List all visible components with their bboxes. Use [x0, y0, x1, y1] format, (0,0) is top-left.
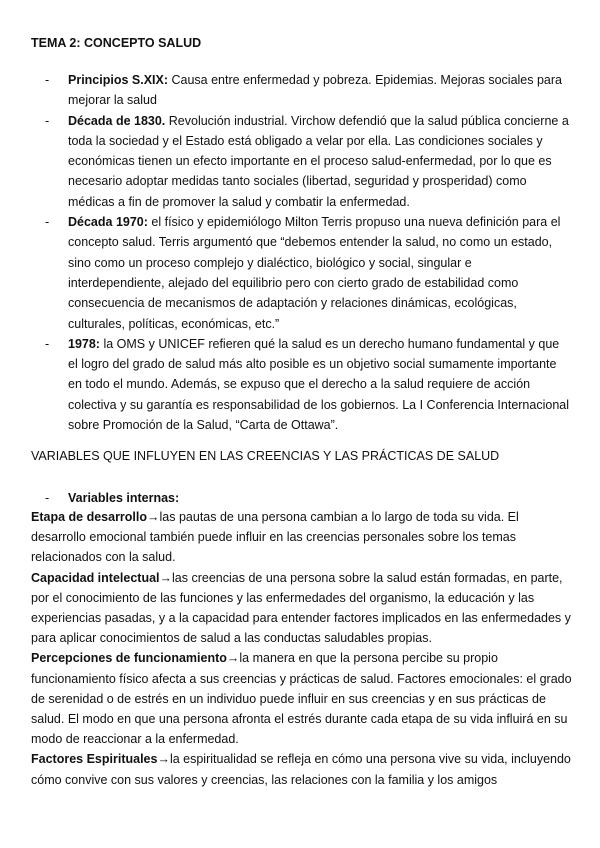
page-title: TEMA 2: CONCEPTO SALUD — [31, 36, 202, 50]
variable-text: →las creencias de una persona sobre la salud están formadas, en parte, por el conocimiento de las funciones y las enfermedades del organismo, la educación y las experiencias pasadas, y a la capacidad para entender factores implicados en las enfermedades y para aplicar conocimientos de salud a las conductas saludables propias. — [31, 570, 571, 646]
bullet-dash: - — [45, 336, 50, 351]
paragraph — [31, 568, 576, 649]
paragraph — [31, 749, 576, 789]
item-text: la OMS y UNICEF refieren qué la salud es un derecho humano fundamental y que el logro del grado de salud más alto posible es un objetivo social sumamente importante en todo el mundo. Además, se expuso que el derecho a la salud requiere de acción colectiva y su garantía es responsabilidad de los gobiernos. La I Conferencia Internacional sobre Promoción de la Salud, “Carta de Ottawa”. — [68, 336, 570, 433]
variable-text: →la espiritualidad se refleja en cómo una persona vive su vida, incluyendo cómo convive con sus valores y creencias, las relaciones con la familia y los amigos — [31, 752, 571, 787]
item-label: 1978: — [68, 336, 100, 351]
bullet-dash: - — [45, 113, 50, 128]
variables-body — [31, 507, 576, 790]
variable-label: Etapa de desarrollo — [31, 510, 148, 524]
variable-text: →la manera en que la persona percibe su propio funcionamiento físico afecta a sus creencias y prácticas de salud. Factores emocionales: el grado de serenidad o de estrés en un individuo puede influir en sus creencias y en sus prácticas de salud. El modo en que una persona afronta el estrés durante cada etapa de su vida influirá en su modo de reaccionar a la enfermedad. — [31, 651, 572, 747]
bullet-dash: - — [45, 73, 50, 87]
internal-variables-list — [31, 488, 571, 508]
variable-label: Capacidad intelectual — [31, 570, 160, 585]
item-text: Revolución industrial. Virchow defendió que la salud pública concierne a toda la sociedad y el Estado está obligado a velar por ella. Las condiciones sociales y económicas tienen un efecto importante en el proceso salud-enfermedad, por lo que es necesario adoptar medidas tanto sociales (libertad, seguridad y prosperidad) como médicas a fin de promover la salud y combatir la enfermedad. — [68, 113, 569, 209]
list-item — [31, 212, 571, 334]
item-label: Variables internas: — [68, 491, 180, 505]
variable-text: →las pautas de una persona cambian a lo largo de toda su vida. El desarrollo emocional también puede influir en las creencias personales sobre los temas relacionados con la salud. — [31, 510, 519, 565]
item-label: Principios S.XIX: — [68, 73, 169, 87]
list-item — [31, 334, 571, 435]
section-title: VARIABLES QUE INFLUYEN EN LAS CREENCIAS Y LAS PRÁCTICAS DE SALUD — [31, 449, 500, 463]
list-item — [31, 111, 571, 212]
list-item — [31, 488, 571, 508]
item-label: Década 1970: — [68, 215, 148, 230]
variable-label: Percepciones de funcionamiento — [31, 651, 227, 666]
paragraph — [31, 507, 576, 568]
variable-label: Factores Espirituales — [31, 752, 158, 767]
item-text: Causa entre enfermedad y pobreza. Epidemias. Mejoras sociales para mejorar la salud — [68, 73, 562, 108]
bullet-dash: - — [45, 491, 50, 505]
bullet-dash: - — [45, 215, 50, 230]
list-item — [31, 70, 571, 111]
paragraph — [31, 648, 576, 749]
history-list — [31, 70, 571, 435]
item-label: Década de 1830. — [68, 113, 166, 128]
item-text: el físico y epidemiólogo Milton Terris propuso una nueva definición para el concepto salud. Terris argumentó que “debemos entender la salud, no como un estado, sino como un proceso complejo y dialéctico, biológico y social, singular e interdependiente, alejado del equilibrio pero con cierto grado de estabilidad como consecuencia de mecanismos de adaptación y relaciones dinámicas, ecológicas, culturales, políticas, económicas, etc.” — [68, 215, 561, 331]
